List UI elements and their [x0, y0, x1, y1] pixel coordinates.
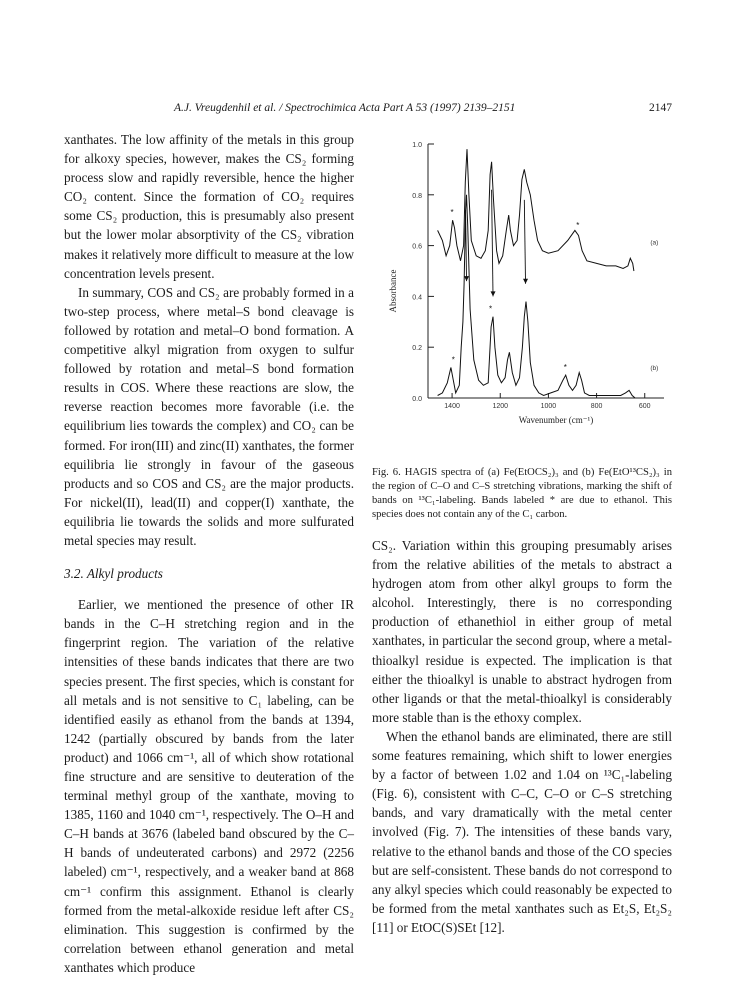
spectrum-line-b [438, 195, 635, 398]
paragraph: When the ethanol bands are eliminated, there are still some features remaining, which shift to lower energies by a factor of between 1.02 and 1.04 on ¹³C₁-labeling (Fig. 6), consistent with C–C, C–O or C–S stretching bands, and vary dramatically with the metal center involved (Fig. 7). The intensities of these bands vary, relative to the ethanol bands and those of the CO species but are self-consistent. These bands do not correspond to any alkyl species which could reasonably be expected to be formed from the metal xanthates such as Et₂S, Et₂S₂ [11] or EtOC(S)SEt [12]. [372, 728, 672, 935]
shift-arrow [492, 190, 493, 297]
x-tick-label: 600 [638, 403, 651, 410]
left-column [64, 130, 354, 977]
chart-axes [428, 144, 664, 398]
shift-arrowhead [523, 279, 528, 284]
paragraph: xanthates. The low affinity of the metals in this group for alkoxy species, however, makes the CS₂ forming process slow and rapidly reversible, hence the higher CO₂ content. Since the formation of CO₂ requires some CS₂ production, this is presumably also present but the lower molar absorptivity of the CS₂ vibration makes it relatively more difficult to measure at the low concentration levels present. [64, 132, 354, 281]
paragraph: In summary, COS and CS₂ are probably formed in a two-step process, where metal–S bond cleavage is followed by rotation and metal–O bond formation. A competitive alkyl migration from oxygen to sulfur followed by rotation and metal–S bond formation results in COS. Where these reactions are slow, the reverse reaction becomes more favorable (i.e. the equilibrium lies towards the complex) and CO₂ can be formed. For iron(III) and zinc(II) xanthates, the former equilibria lie strongly in favour of the gaseous products and so COS and CS₂ are the major products. For nickel(II), lead(II) and copper(I) xanthate, the equilibria lie towards the solids and more sulfurated metal species may result. [64, 284, 354, 548]
ethanol-asterisk: * [563, 363, 567, 373]
right-column [372, 536, 672, 937]
paragraph: CS₂. Variation within this grouping presumably arises from the relative abilities of the metals to abstract a hydrogen atom from other alkyl groups to form the alcohol. Interestingly, there is no corresponding production of ethanethiol in either group of metal xanthates, in particular the second group, where a metal-thioalkyl residue is expected. The implication is that either the thioalkyl is unable to abstract hydrogen from other ligands or that the metal-thioalkyl is considerably more stable than is the ethoxy complex. [372, 538, 672, 725]
chart-labels [388, 190, 658, 425]
figure-caption: Fig. 6. HAGIS spectra of (a) Fe(EtOCS₂)₃ and (b) Fe(EtO¹³CS₂)₃ in the region of C–O and C–S stretching vibrations, marking the shift of bands on ¹³C₁-labeling. Bands labeled * are due to ethanol. This species does not contain any of the C₁ carbon. [372, 467, 672, 520]
section-heading: 3.2. Alkyl products [64, 566, 163, 582]
shift-arrowhead [464, 276, 469, 281]
series-label-a: (a) [650, 239, 659, 247]
x-tick-label: 1000 [540, 403, 557, 410]
y-tick-label: 0.8 [412, 192, 422, 200]
running-header [64, 102, 672, 120]
ethanol-asterisk: * [451, 355, 455, 365]
chart-series [438, 149, 635, 398]
figure-6 [380, 130, 670, 460]
ethanol-asterisk: * [489, 304, 493, 314]
ethanol-asterisk: * [576, 220, 580, 230]
y-tick-label: 1.0 [412, 142, 422, 149]
spectrum-chart [380, 130, 670, 460]
x-tick-label: 800 [590, 403, 603, 410]
paragraph: Earlier, we mentioned the presence of other IR bands in the C–H stretching region and in the fingerprint region. The variation of the relative intensities of these bands indicates that there are two species present. The first species, which is constant for all metals and is not sensitive to C₁ labeling, can be identified easily as ethanol from the bands at 1394, 1242 (partially obscured by bands from the later product) and 1066 cm⁻¹, all of which show rotational fine structure and are sensitive to deuteration of the terminal methyl group of the xanthate, moving to 1385, 1160 and 1040 cm⁻¹, respectively. The O–H and C–H bands at 3676 (labeled band obscured by the C–H bands of undeuterated carbons) and 2972 (2256 labeled) cm⁻¹, respectively, and a weaker band at 868 cm⁻¹ confirm this assignment. Ethanol is clearly formed from the metal-alkoxide residue left after CS₂ elimination. This suggestion is confirmed by the correlation between ethanol generation and metal xanthates which produce [64, 597, 354, 975]
x-axis-label: Wavenumber (cm⁻¹) [518, 415, 594, 425]
ethanol-asterisk: * [450, 208, 454, 218]
series-label-b: (b) [650, 365, 659, 373]
x-tick-label: 1200 [492, 403, 509, 410]
shift-arrowhead [491, 291, 496, 296]
y-tick-label: 0.6 [412, 243, 422, 251]
y-tick-label: 0.4 [412, 294, 422, 302]
journal-citation: A.J. Vreugdenhil et al. / Spectrochimica Acta Part A 53 (1997) 2139–2151 [174, 102, 516, 114]
y-axis-label: Absorbance [388, 269, 398, 313]
shift-arrow [524, 200, 525, 284]
y-tick-label: 0.0 [412, 396, 422, 403]
page-number: 2147 [649, 102, 672, 114]
y-tick-label: 0.2 [412, 345, 422, 353]
shift-arrow [466, 210, 467, 281]
x-tick-label: 1400 [444, 403, 460, 410]
